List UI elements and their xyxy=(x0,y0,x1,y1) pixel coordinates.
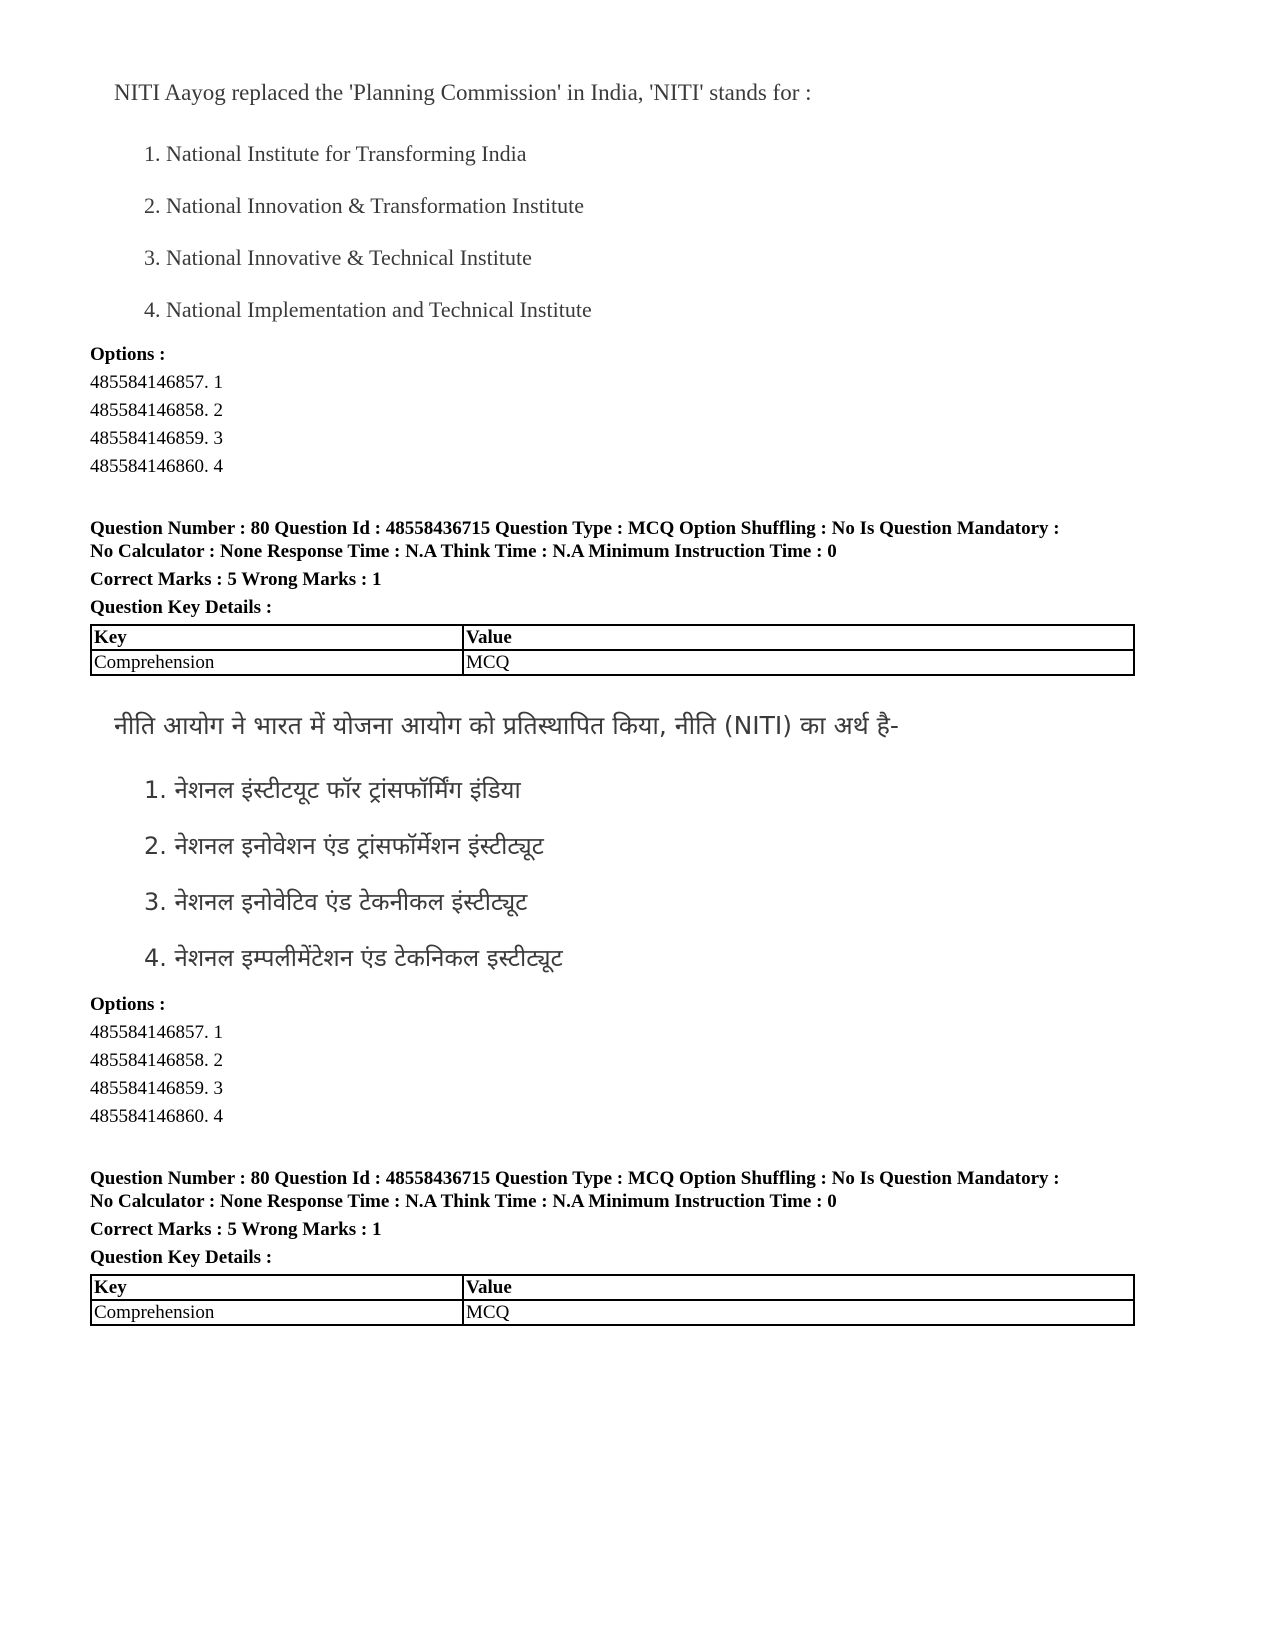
option-row: 485584146860. 4 xyxy=(90,456,223,477)
question-meta xyxy=(90,1167,1135,1326)
option-row: 485584146858. 2 xyxy=(90,1050,223,1071)
options-block xyxy=(90,341,1135,481)
option-row: 485584146857. 1 xyxy=(90,1022,223,1043)
marks-line: Correct Marks : 5 Wrong Marks : 1 xyxy=(90,569,382,590)
question-image-english xyxy=(114,76,812,336)
question-meta xyxy=(90,517,1135,676)
table-header-key: Key xyxy=(91,1275,463,1300)
question-meta-line: No Calculator : None Response Time : N.A Think Time : N.A Minimum Instruction Time : 0 xyxy=(90,541,837,562)
question-meta-line: No Calculator : None Response Time : N.A Think Time : N.A Minimum Instruction Time : 0 xyxy=(90,1191,837,1212)
question-stem: NITI Aayog replaced the 'Planning Commission' in India, 'NITI' stands for : xyxy=(114,80,812,105)
table-row xyxy=(91,1300,1134,1325)
choice-item: 4. नेशनल इम्पलीमेंटेशन एंड टेकनिकल इस्टीट्यूट xyxy=(144,944,563,972)
question-meta-line: Question Number : 80 Question Id : 48558436715 Question Type : MCQ Option Shuffling : No Is Question Mandatory : xyxy=(90,518,1060,539)
table-cell: Comprehension xyxy=(91,650,463,675)
question-image-hindi xyxy=(114,706,899,986)
choice-item: 3. नेशनल इनोवेटिव एंड टेकनीकल इंस्टीट्यूट xyxy=(144,888,528,916)
table-cell: MCQ xyxy=(463,1300,1134,1325)
option-row: 485584146859. 3 xyxy=(90,428,223,449)
key-details-table xyxy=(90,1274,1135,1326)
options-block xyxy=(90,991,1135,1131)
table-header-row xyxy=(91,1275,1134,1300)
option-row: 485584146860. 4 xyxy=(90,1106,223,1127)
option-row: 485584146858. 2 xyxy=(90,400,223,421)
table-header-value: Value xyxy=(463,1275,1134,1300)
choice-item: 2. National Innovation & Transformation Institute xyxy=(144,193,584,218)
options-label: Options : xyxy=(90,344,166,365)
choice-item: 3. National Innovative & Technical Institute xyxy=(144,245,532,270)
table-row xyxy=(91,650,1134,675)
choice-item: 1. National Institute for Transforming India xyxy=(144,141,527,166)
choice-item: 1. नेशनल इंस्टीटयूट फॉर ट्रांसफॉर्मिंग इंडिया xyxy=(144,776,521,804)
question-stem: नीति आयोग ने भारत में योजना आयोग को प्रतिस्थापित किया, नीति (NITI) का अर्थ है- xyxy=(114,711,899,740)
table-cell: MCQ xyxy=(463,650,1134,675)
option-row: 485584146857. 1 xyxy=(90,372,223,393)
key-details-label: Question Key Details : xyxy=(90,1247,273,1268)
choice-item: 2. नेशनल इनोवेशन एंड ट्रांसफॉर्मेशन इंस्टीट्यूट xyxy=(144,832,544,860)
options-label: Options : xyxy=(90,994,166,1015)
key-details-label: Question Key Details : xyxy=(90,597,273,618)
marks-line: Correct Marks : 5 Wrong Marks : 1 xyxy=(90,1219,382,1240)
option-row: 485584146859. 3 xyxy=(90,1078,223,1099)
table-header-row xyxy=(91,625,1134,650)
choice-list xyxy=(114,762,899,986)
choice-list xyxy=(114,128,812,336)
table-cell: Comprehension xyxy=(91,1300,463,1325)
choice-item: 4. National Implementation and Technical Institute xyxy=(144,297,592,322)
table-header-value: Value xyxy=(463,625,1134,650)
key-details-table xyxy=(90,624,1135,676)
table-header-key: Key xyxy=(91,625,463,650)
question-meta-line: Question Number : 80 Question Id : 48558436715 Question Type : MCQ Option Shuffling : No Is Question Mandatory : xyxy=(90,1168,1060,1189)
